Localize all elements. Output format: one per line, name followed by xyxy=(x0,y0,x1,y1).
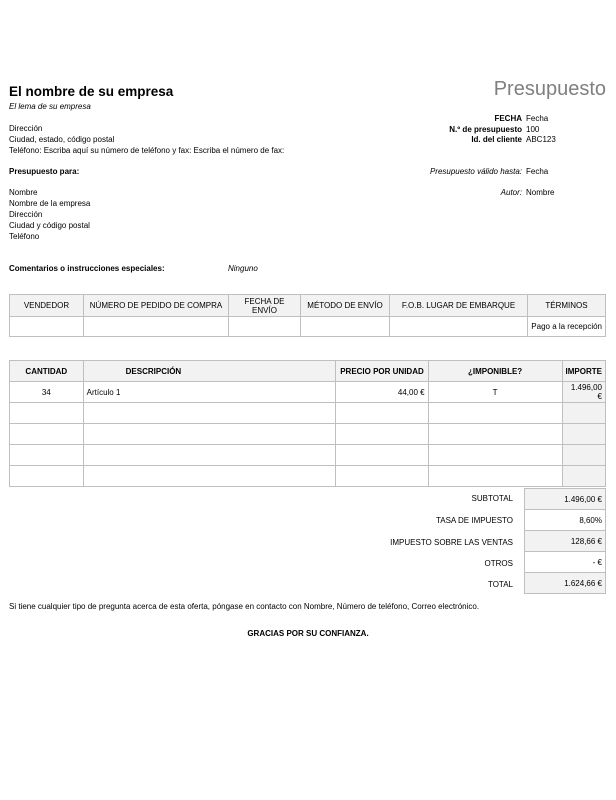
company-city: Ciudad, estado, código postal xyxy=(9,135,115,144)
recipient-name: Nombre xyxy=(9,188,38,197)
header-quantity: CANTIDAD xyxy=(10,361,84,382)
header-vendor: VENDEDOR xyxy=(10,295,84,317)
tax-rate-value: 8,60% xyxy=(525,510,606,531)
author-value: Nombre xyxy=(526,188,555,197)
item-description: Artículo 1 xyxy=(83,382,336,403)
recipient-heading: Presupuesto para: xyxy=(9,167,80,176)
header-terms: TÉRMINOS xyxy=(528,295,606,317)
quote-number-value: 100 xyxy=(526,125,540,134)
recipient-address: Dirección xyxy=(9,210,43,219)
valid-until-value: Fecha xyxy=(526,167,549,176)
sales-tax-value: 128,66 € xyxy=(525,531,606,552)
author-label: Autor: xyxy=(500,188,522,197)
customer-id-label: Id. del cliente xyxy=(471,135,522,144)
header-description: DESCRIPCIÓN xyxy=(83,361,336,382)
shipping-table xyxy=(9,294,606,337)
item-qty: 34 xyxy=(10,382,84,403)
terms-value: Pago a la recepción xyxy=(528,317,606,337)
item-price: 44,00 € xyxy=(336,382,428,403)
table-row xyxy=(10,445,606,466)
company-name: El nombre de su empresa xyxy=(9,84,174,99)
recipient-phone: Teléfono xyxy=(9,232,40,241)
total-value: 1.624,66 € xyxy=(525,573,606,594)
tax-rate-label: TASA DE IMPUESTO xyxy=(435,516,513,525)
table-row xyxy=(10,403,606,424)
comments-value: Ninguno xyxy=(228,264,258,273)
valid-until-label: Presupuesto válido hasta: xyxy=(429,167,522,176)
comments-label: Comentarios o instrucciones especiales: xyxy=(9,264,165,273)
recipient-company: Nombre de la empresa xyxy=(9,199,91,208)
subtotal-label: SUBTOTAL xyxy=(471,494,513,503)
header-po-number: NÚMERO DE PEDIDO DE COMPRA xyxy=(84,295,229,317)
item-amount: 1.496,00 € xyxy=(562,382,605,403)
company-phone: Teléfono: Escriba aquí su número de teléfono y fax: Escriba el número de fax: xyxy=(9,146,285,155)
other-label: OTROS xyxy=(484,559,513,568)
quote-number-label: N.º de presupuesto xyxy=(449,125,522,134)
total-label: TOTAL xyxy=(487,580,513,589)
date-label: FECHA xyxy=(494,114,522,123)
other-value: - € xyxy=(525,552,606,573)
header-ship-method: MÉTODO DE ENVÍO xyxy=(301,295,390,317)
thanks-message: GRACIAS POR SU CONFIANZA. xyxy=(247,629,369,638)
sales-tax-label: IMPUESTO SOBRE LAS VENTAS xyxy=(390,538,513,547)
header-amount: IMPORTE xyxy=(562,361,605,382)
header-unit-price: PRECIO POR UNIDAD xyxy=(336,361,428,382)
table-row xyxy=(10,382,606,403)
document-title: Presupuesto xyxy=(493,78,606,100)
subtotal-value: 1.496,00 € xyxy=(525,489,606,510)
customer-id-value: ABC123 xyxy=(526,135,556,144)
totals-table xyxy=(524,488,606,594)
header-fob: F.O.B. LUGAR DE EMBARQUE xyxy=(390,295,528,317)
items-table xyxy=(9,360,606,487)
table-row xyxy=(10,466,606,487)
company-slogan: El lema de su empresa xyxy=(9,102,91,111)
date-value: Fecha xyxy=(526,114,549,123)
header-taxable: ¿IMPONIBLE? xyxy=(428,361,562,382)
table-row xyxy=(10,317,606,337)
table-row xyxy=(10,424,606,445)
item-taxable: T xyxy=(428,382,562,403)
header-ship-date: FECHA DE ENVÍO xyxy=(229,295,301,317)
contact-note: Si tiene cualquier tipo de pregunta acerca de esta oferta, póngase en contacto con Nombre, Número de teléfono, Correo electrónico. xyxy=(9,602,480,611)
company-address: Dirección xyxy=(9,124,43,133)
recipient-city: Ciudad y código postal xyxy=(9,221,90,230)
